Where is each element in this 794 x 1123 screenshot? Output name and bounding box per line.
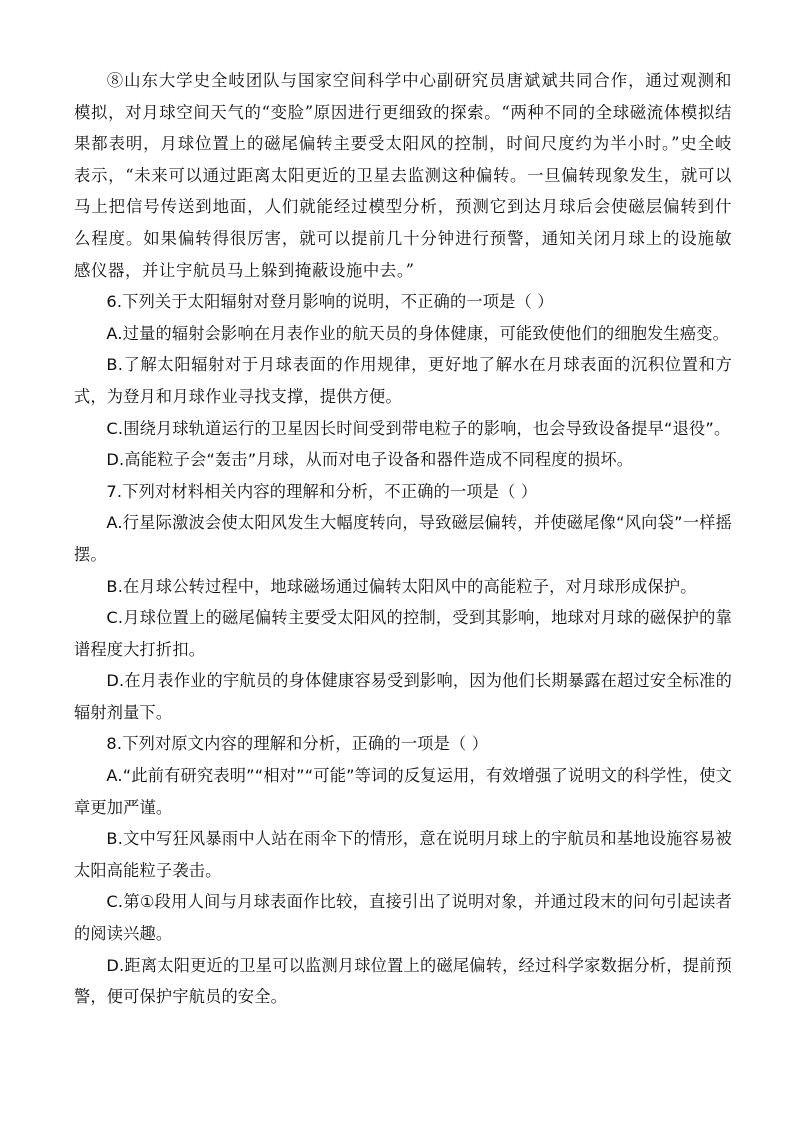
question-7-option-b: B.在月球公转过程中，地球磁场通过偏转太阳风中的高能粒子，对月球形成保护。 (106, 576, 697, 596)
question-8-option-d: D.距离太阳更近的卫星可以监测月球位置上的磁尾偏转，经过科学家数据分析，提前预警，便可保护宇航员的安全。 (74, 955, 732, 1007)
question-6-option-a: A.过量的辐射会影响在月表作业的航天员的身体健康，可能致使他们的细胞发生癌变。 (106, 323, 730, 343)
question-6-option-c: C.围绕月球轨道运行的卫星因长时间受到带电粒子的影响，也会导致设备提早“退役”。 (106, 418, 731, 438)
question-8-option-b: B.文中写狂风暴雨中人站在雨伞下的情形，意在说明月球上的宇航员和基地设施容易被太阳高能粒子袭击。 (74, 829, 732, 880)
question-8-stem: 8.下列对原文内容的理解和分析，正确的一项是（ ） (106, 734, 489, 754)
question-7-option-d: D.在月表作业的宇航员的身体健康容易受到影响，因为他们长期暴露在超过安全标准的辐射剂量下。 (74, 671, 732, 722)
question-6-stem: 6.下列关于太阳辐射对登月影响的说明，不正确的一项是（ ） (106, 292, 554, 312)
question-7-option-a: A.行星际激波会使太阳风发生大幅度转向，导致磁层偏转，并使磁尾像“风向袋”一样摇摆。 (74, 513, 732, 564)
question-7-option-c: C.月球位置上的磁尾偏转主要受太阳风的控制，受到其影响，地球对月球的磁保护的靠谱程度大打折扣。 (74, 608, 732, 659)
question-8-option-a: A.“此前有研究表明”“相对”“可能”等词的反复运用，有效增强了说明文的科学性，使文章更加严谨。 (74, 766, 732, 817)
question-8-option-c: C.第①段用人间与月球表面作比较，直接引出了说明对象，并通过段末的问句引起读者的阅读兴趣。 (74, 892, 732, 944)
question-7-stem: 7.下列对材料相关内容的理解和分析，不正确的一项是（ ） (106, 481, 538, 501)
question-6-option-b: B.了解太阳辐射对于月球表面的作用规律，更好地了解水在月球表面的沉积位置和方式，为登月和月球作业寻找支撑，提供方便。 (74, 355, 732, 406)
document-page (74, 65, 732, 1013)
passage-paragraph-8: ⑧山东大学史全岐团队与国家空间科学中心副研究员唐斌斌共同合作，通过观测和模拟，对月球空间天气的“变脸”原因进行更细致的探索。“两种不同的全球磁流体模拟结果都表明，月球位置上的磁尾偏转主要受太阳风的控制，时间尺度约为半小时。”史全岐表示，“未来可以通过距离太阳更近的卫星去监测这种偏转。一旦偏转现象发生，就可以马上把信号传送到地面，人们就能经过模型分析，预测它到达月球后会使磁层偏转到什么程度。如果偏转得很厉害，就可以提前几十分钟进行预警，通知关闭月球上的设施敏感仪器，并让宇航员马上躲到掩蔽设施中去。” (74, 71, 732, 280)
question-6-option-d: D.高能粒子会“轰击”月球，从而对电子设备和器件造成不同程度的损坏。 (106, 450, 634, 470)
